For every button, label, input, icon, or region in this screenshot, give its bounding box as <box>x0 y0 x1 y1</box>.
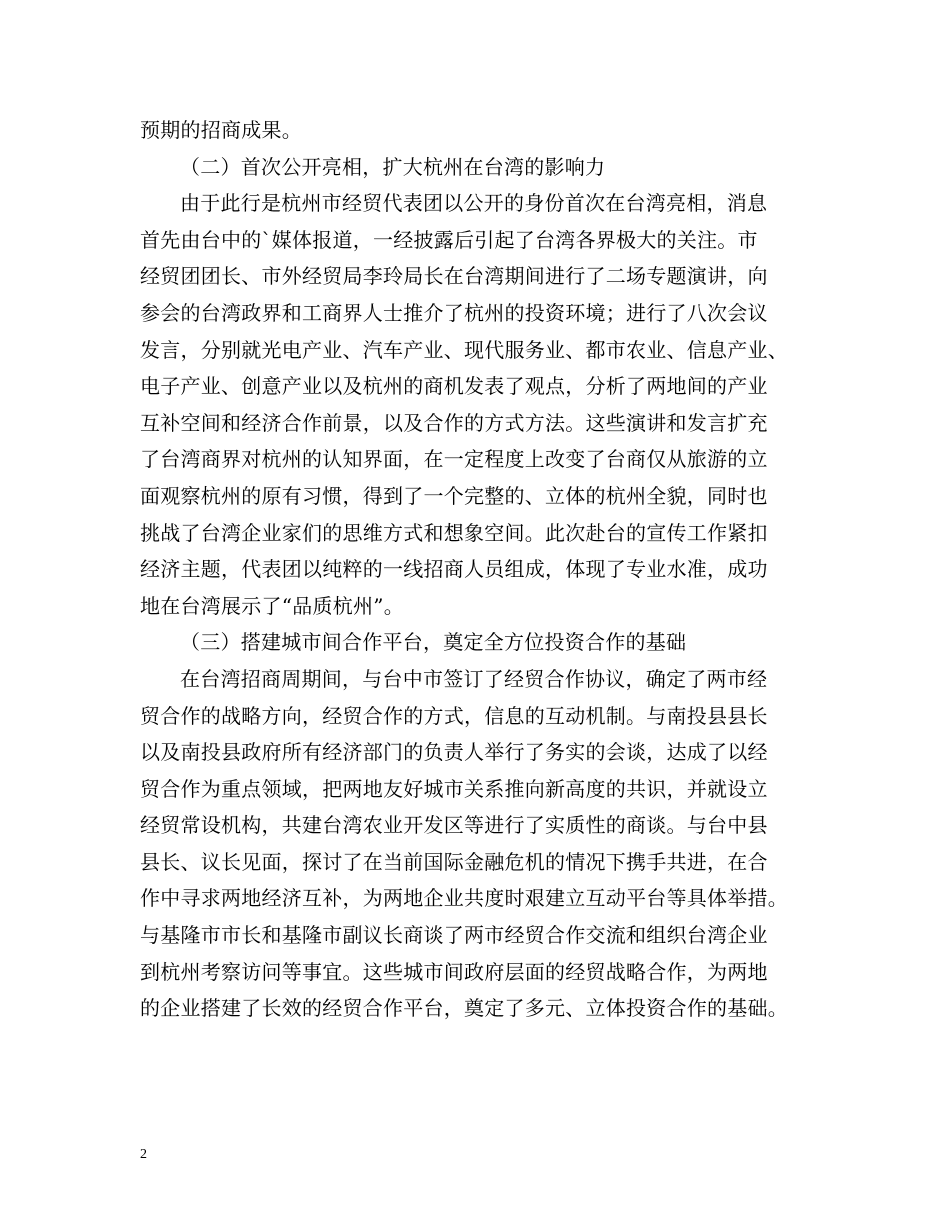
text-line: 经济主题，代表团以纯粹的一线招商人员组成，体现了专业水准，成功 <box>140 557 768 582</box>
text-line: 互补空间和经济合作前景，以及合作的方式方法。这些演讲和发言扩充 <box>140 410 768 435</box>
text-line: 了台湾商界对杭州的认知界面，在一定程度上改变了台商仅从旅游的立 <box>140 447 768 472</box>
text-line: 电子产业、创意产业以及杭州的商机发表了观点，分析了两地间的产业 <box>140 374 768 399</box>
text-line: 由于此行是杭州市经贸代表团以公开的身份首次在台湾亮相，消息 <box>180 191 768 216</box>
text-line: 挑战了台湾企业家们的思维方式和想象空间。此次赴台的宣传工作紧扣 <box>140 520 768 545</box>
section-heading-3: （三）搭建城市间合作平台，奠定全方位投资合作的基础 <box>180 630 687 655</box>
text-line: 在台湾招商周期间，与台中市签订了经贸合作协议，确定了两市经 <box>180 666 768 691</box>
text-line: 发言，分别就光电产业、汽车产业、现代服务业、都市农业、信息产业、 <box>140 337 788 362</box>
text-line: 贸合作为重点领域，把两地友好城市关系推向新高度的共识，并就设立 <box>140 776 768 801</box>
text-line: 县长、议长见面，探讨了在当前国际金融危机的情况下携手共进，在合 <box>140 849 768 874</box>
text-line: 地在台湾展示了“品质杭州”。 <box>140 593 404 618</box>
text-line: 到杭州考察访问等事宜。这些城市间政府层面的经贸战略合作，为两地 <box>140 959 768 984</box>
text-line: 首先由台中的`媒体报道，一经披露后引起了台湾各界极大的关注。市 <box>140 227 758 252</box>
text-line: 以及南投县政府所有经济部门的负责人举行了务实的会谈，达成了以经 <box>140 740 768 765</box>
text-line: 的企业搭建了长效的经贸合作平台，奠定了多元、立体投资合作的基础。 <box>140 996 788 1021</box>
text-line: 预期的招商成果。 <box>140 118 302 142</box>
text-line: 经贸常设机构，共建台湾农业开发区等进行了实质性的商谈。与台中县 <box>140 813 768 838</box>
text-line: 参会的台湾政界和工商界人士推介了杭州的投资环境；进行了八次会议 <box>140 300 768 325</box>
document-body <box>140 112 820 1027</box>
text-line: 与基隆市市长和基隆市副议长商谈了两市经贸合作交流和组织台湾企业 <box>140 923 768 948</box>
text-line: 面观察杭州的原有习惯，得到了一个完整的、立体的杭州全貌，同时也 <box>140 483 768 508</box>
text-line: 贸合作的战略方向，经贸合作的方式，信息的互动机制。与南投县县长 <box>140 703 768 728</box>
page-number: 2 <box>140 1147 147 1162</box>
text-line: 经贸团团长、市外经贸局李玲局长在台湾期间进行了二场专题演讲，向 <box>140 264 768 289</box>
text-line: 作中寻求两地经济互补，为两地企业共度时艰建立互动平台等具体举措。 <box>140 886 788 911</box>
section-heading-2: （二）首次公开亮相，扩大杭州在台湾的影响力 <box>180 154 606 179</box>
